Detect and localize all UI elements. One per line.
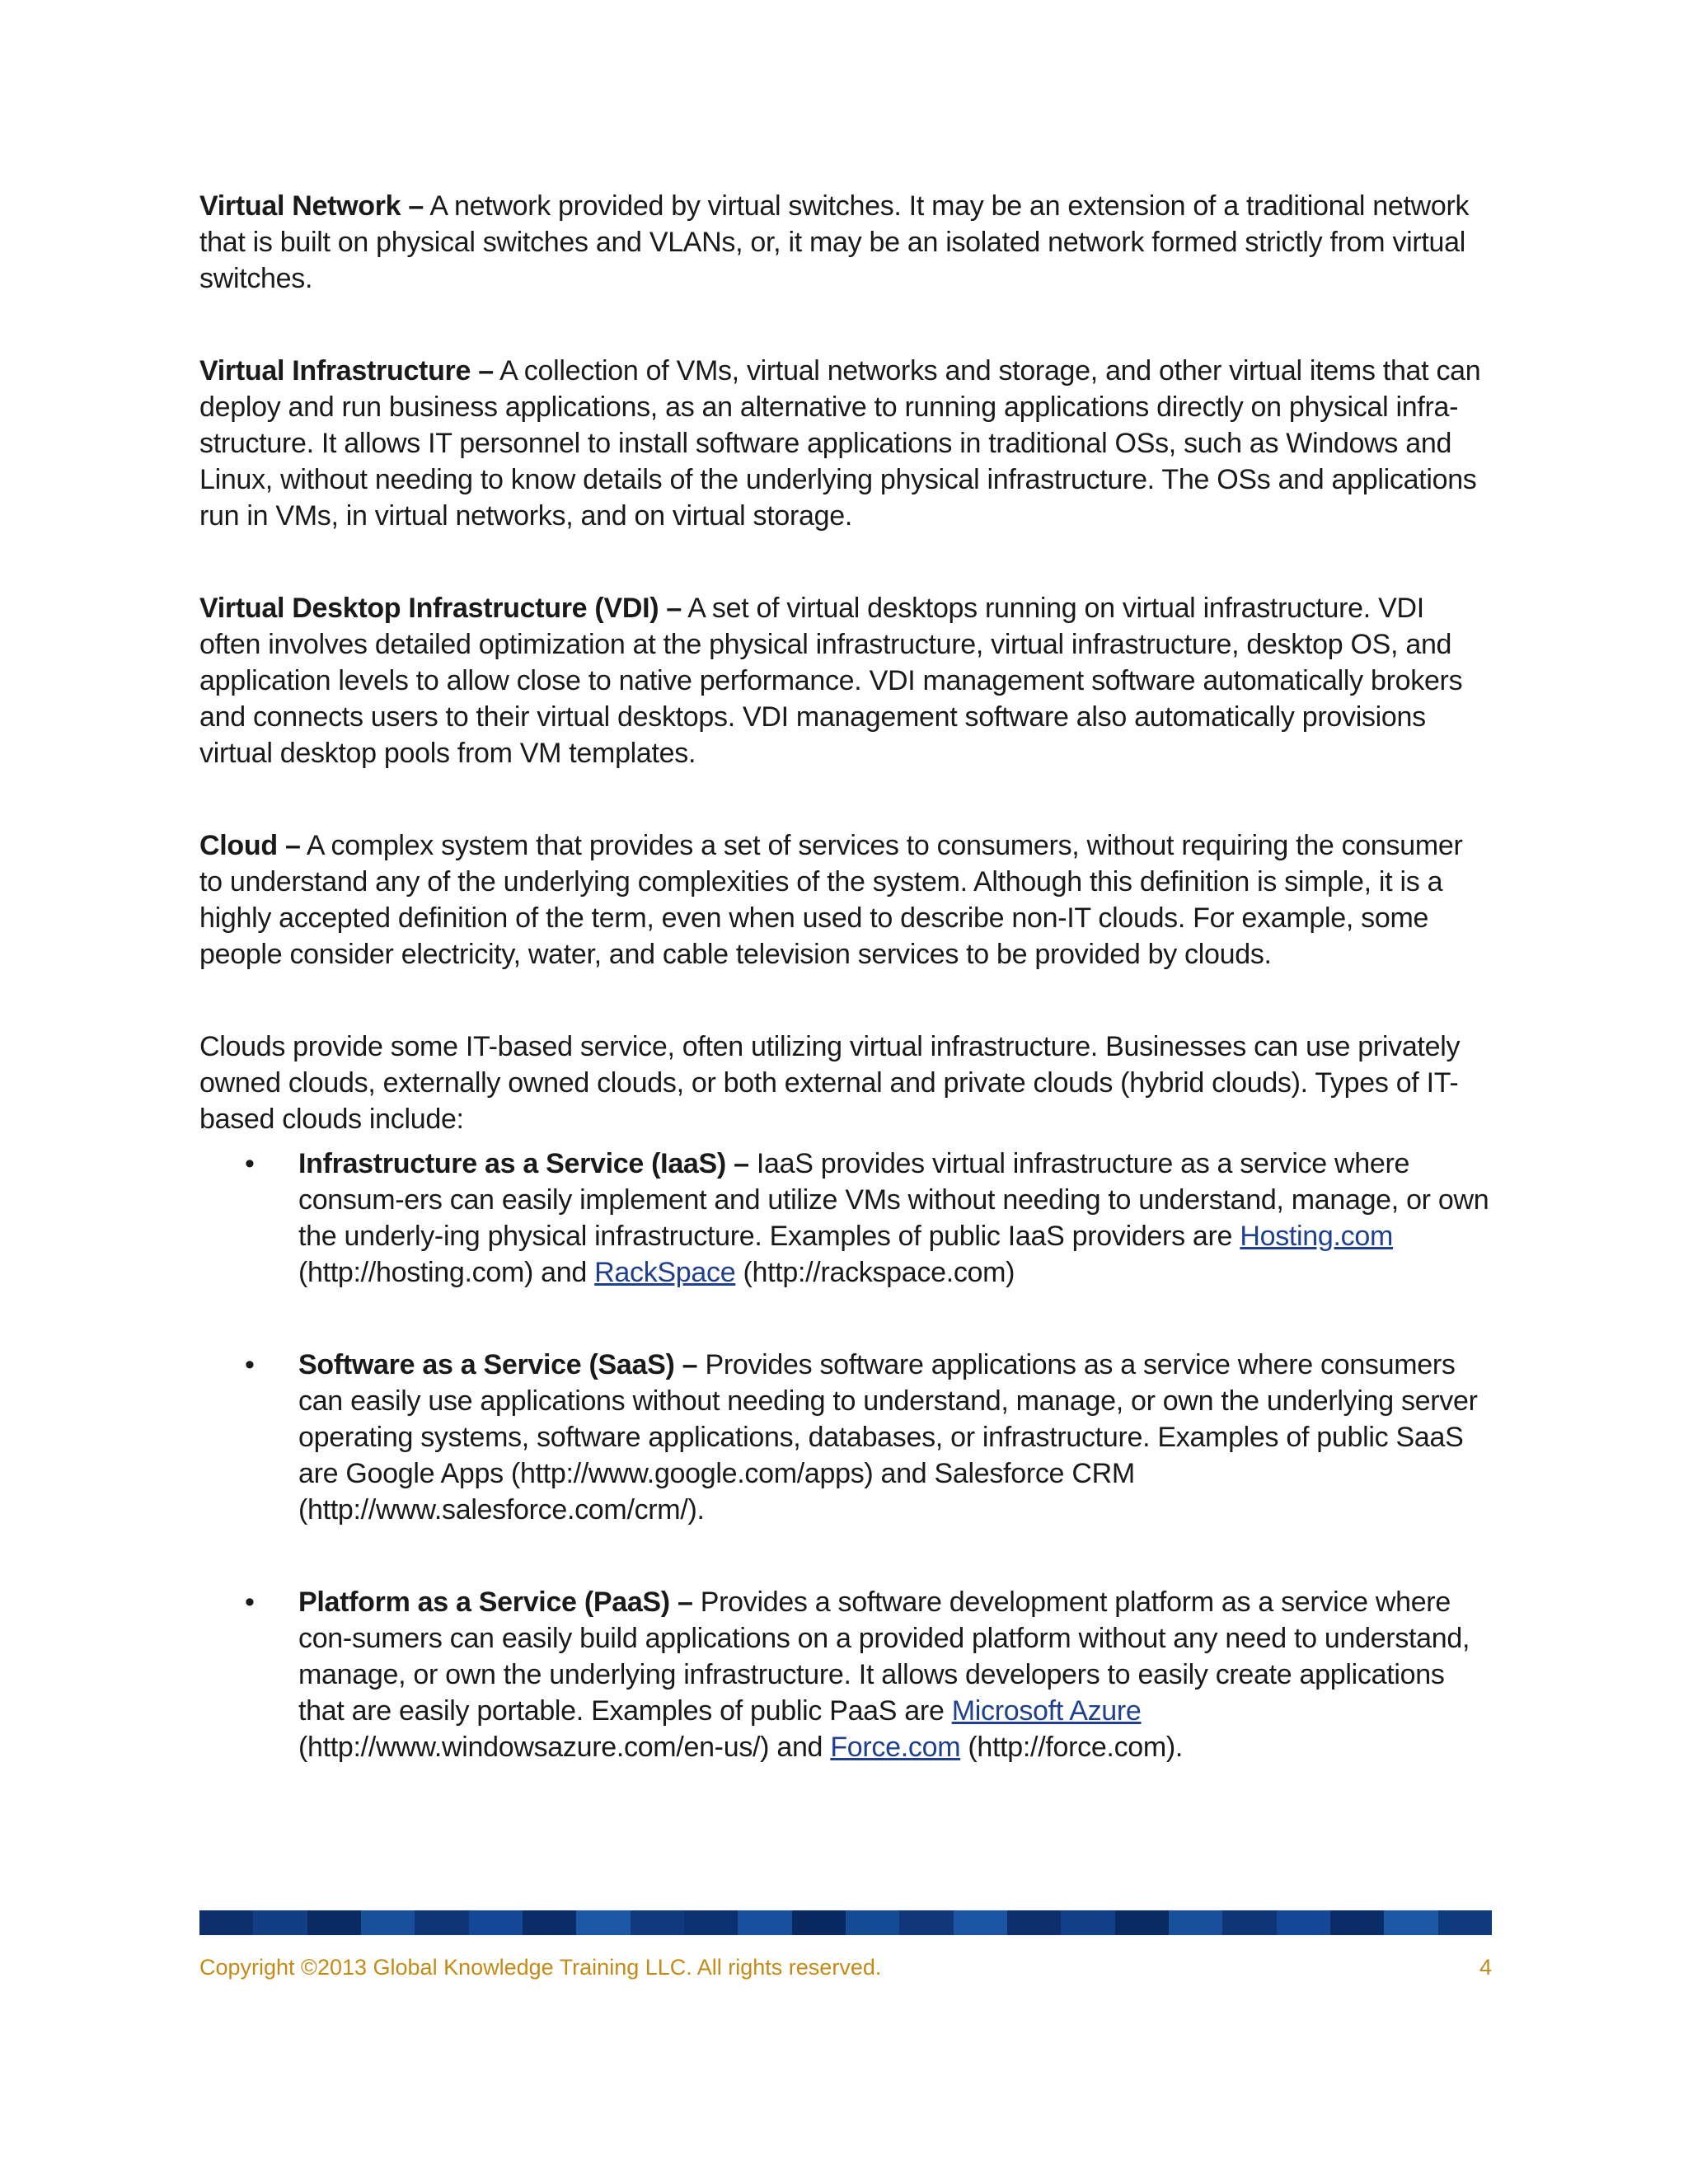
page-footer	[199, 1955, 1492, 1980]
text-cloud: A complex system that provides a set of services to consumers, without requiring the consumer to understand any of the underlying complexities of the system. Although this definition is simple, it is a highly accepted definition of the term, even when used to describe non-IT clouds. For example, some people consider electricity, water, and cable television services to be provided by clouds.	[199, 830, 1463, 970]
term-paas: Platform as a Service (PaaS) –	[298, 1586, 693, 1618]
page-number: 4	[1479, 1955, 1492, 1980]
band-segment	[1438, 1910, 1492, 1935]
term-iaas: Infrastructure as a Service (IaaS) –	[298, 1148, 749, 1179]
cloud-types-list	[199, 1146, 1492, 1765]
hosting-link[interactable]: Hosting.com	[1240, 1221, 1393, 1252]
text-vdi: A set of virtual desktops running on virtual infrastructure. VDI often involves detailed optimization at the physical infrastructure, virtual infrastructure, desktop OS, and application levels to allow close to native performance. VDI management software automatically brokers and connects users to their virtual desktops. VDI management software also automatically provisions virtual desktop pools from VM templates.	[199, 593, 1463, 769]
band-segment	[1007, 1910, 1061, 1935]
list-item-saas	[199, 1347, 1492, 1528]
band-segment	[846, 1910, 899, 1935]
band-segment	[253, 1910, 307, 1935]
text-virtual-infrastructure: A collection of VMs, virtual networks and storage, and other virtual items that can deploy and run business applications, as an alternative to running applications directly on physical infra-structure. It allows IT personnel to install software applications in traditional OSs, such as Windows and Linux, without needing to know details of the underlying physical infrastructure. The OSs and applications run in VMs, in virtual networks, and on virtual storage.	[199, 355, 1481, 532]
footer-color-band	[199, 1910, 1492, 1935]
band-segment	[899, 1910, 953, 1935]
band-segment	[1222, 1910, 1276, 1935]
band-segment	[415, 1910, 468, 1935]
rackspace-link[interactable]: RackSpace	[594, 1257, 736, 1288]
list-item-iaas	[199, 1146, 1492, 1291]
band-segment	[199, 1910, 253, 1935]
page-content	[199, 188, 1492, 1821]
band-segment	[631, 1910, 684, 1935]
text-virtual-network: A network provided by virtual switches. It may be an extension of a traditional network that is built on physical switches and VLANs, or, it may be an isolated network formed strictly from virtual switches.	[199, 190, 1470, 294]
band-segment	[1061, 1910, 1114, 1935]
bullet-icon: •	[245, 1148, 255, 1179]
definition-cloud	[199, 827, 1492, 972]
clouds-intro: Clouds provide some IT-based service, often utilizing virtual infrastructure. Businesses can use privately owned clouds, externally owned clouds, or both external and private clouds (hybrid clouds). Types of IT-based clouds include:	[199, 1031, 1461, 1135]
band-segment	[1330, 1910, 1384, 1935]
band-segment	[469, 1910, 523, 1935]
text-saas: Provides software applications as a service where consumers can easily use applications without needing to understand, manage, or own the underlying server operating systems, software applications, databases, or infrastructure. Examples of public SaaS are Google Apps (http://www.google.com/apps) and Salesforce CRM (http://www.salesforce.com/crm/).	[298, 1349, 1478, 1526]
term-virtual-network: Virtual Network –	[199, 190, 424, 222]
band-segment	[576, 1910, 630, 1935]
band-segment	[1277, 1910, 1330, 1935]
list-item-paas	[199, 1584, 1492, 1765]
force-link[interactable]: Force.com	[830, 1732, 961, 1763]
text-iaas: IaaS provides virtual infrastructure as a service where consum-ers can easily implement and utilize VMs without needing to understand, manage, or own the underly-ing physical infrastructure. Examples of public IaaS providers are	[298, 1148, 1489, 1252]
band-segment	[307, 1910, 361, 1935]
term-virtual-infrastructure: Virtual Infrastructure –	[199, 355, 494, 387]
text-iaas-end: (http://rackspace.com)	[743, 1257, 1015, 1288]
text-paas-mid: (http://www.windowsazure.com/en-us/) and	[298, 1732, 823, 1763]
definition-virtual-network	[199, 188, 1492, 297]
bullet-icon: •	[245, 1349, 255, 1380]
term-saas: Software as a Service (SaaS) –	[298, 1349, 698, 1380]
band-segment	[1384, 1910, 1437, 1935]
band-segment	[523, 1910, 576, 1935]
text-iaas-mid: (http://hosting.com) and	[298, 1257, 587, 1288]
text-paas: Provides a software development platform as a service where con-sumers can easily build applications on a provided platform without any need to understand, manage, or own the underlying infrastructure. It allows developers to easily create applications that are easily portable. Examples of public PaaS are	[298, 1586, 1470, 1727]
band-segment	[361, 1910, 415, 1935]
microsoft-azure-link[interactable]: Microsoft Azure	[951, 1695, 1142, 1727]
bullet-icon: •	[245, 1586, 255, 1618]
definition-vdi	[199, 590, 1492, 771]
term-cloud: Cloud –	[199, 830, 301, 861]
band-segment	[684, 1910, 738, 1935]
band-segment	[1169, 1910, 1222, 1935]
band-segment	[738, 1910, 791, 1935]
definition-virtual-infrastructure	[199, 353, 1492, 534]
band-segment	[1115, 1910, 1169, 1935]
text-paas-end: (http://force.com).	[968, 1732, 1184, 1763]
term-vdi: Virtual Desktop Infrastructure (VDI) –	[199, 593, 682, 624]
copyright-text: Copyright ©2013 Global Knowledge Training LLC. All rights reserved.	[199, 1955, 882, 1980]
band-segment	[954, 1910, 1007, 1935]
band-segment	[792, 1910, 846, 1935]
